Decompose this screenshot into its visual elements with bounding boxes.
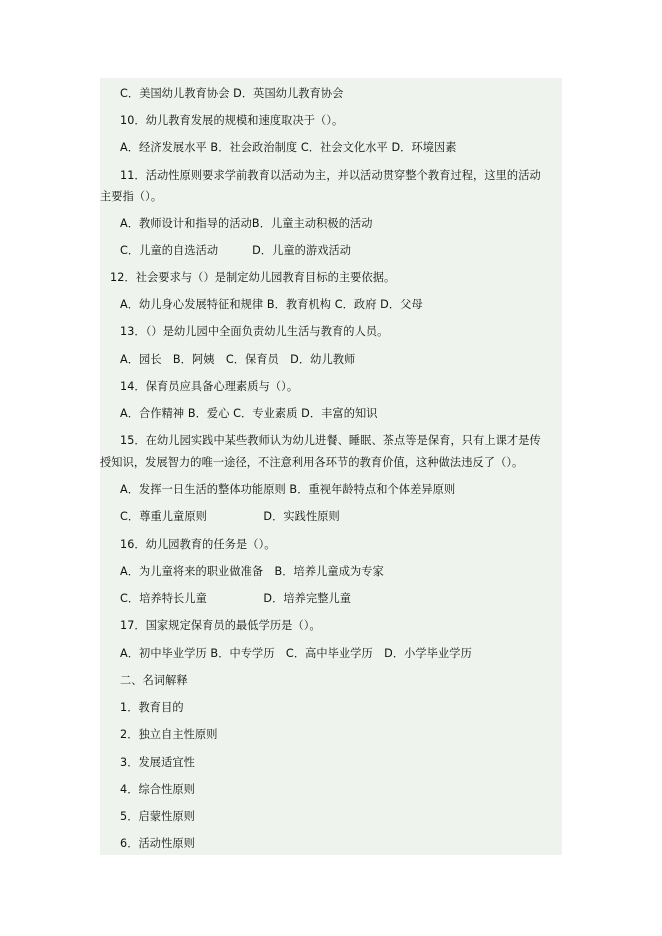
term-item: 3．发展适宜性 [120,756,195,769]
section-heading: 二、名词解释 [120,674,188,687]
question-line: 16．幼儿园教育的任务是（）。 [120,538,276,551]
option-line: A．发挥一日生活的整体功能原则 B．重视年龄特点和个体差异原则 [120,483,456,496]
option-line: A．幼儿身心发展特征和规律 B．教育机构 C．政府 D．父母 [120,298,423,311]
option-line: C．培养特长儿童 D．培养完整儿童 [120,592,352,605]
term-item: 5．启蒙性原则 [120,810,195,823]
option-line: A．为儿童将来的职业做准备 B．培养儿童成为专家 [120,565,384,578]
option-line: A．教师设计和指导的活动B．儿童主动积极的活动 [120,217,373,230]
option-line: A．合作精神 B．爱心 C．专业素质 D．丰富的知识 [120,407,378,420]
option-line: A．经济发展水平 B．社会政治制度 C．社会文化水平 D．环境因素 [120,141,457,154]
option-line: A．初中毕业学历 B．中专学历 C．高中毕业学历 D．小学毕业学历 [120,647,472,660]
question-line-continued: 授知识，发展智力的唯一途径，不注意利用各环节的教育价值，这种做法违反了（）。 [100,456,524,469]
term-item: 2．独立自主性原则 [120,728,218,741]
question-line-continued: 主要指（）。 [100,190,163,203]
option-line: C．尊重儿童原则 D．实践性原则 [120,510,340,523]
document-content-panel [100,78,562,855]
question-line: 14．保育员应具备心理素质与（）。 [120,380,299,393]
option-line: C．儿童的自选活动 D．儿童的游戏活动 [120,244,352,257]
term-item: 1．教育目的 [120,701,184,714]
option-line: C．美国幼儿教育协会 D．英国幼儿教育协会 [120,87,344,100]
term-item: 4．综合性原则 [120,783,195,796]
option-line: A．园长 B．阿姨 C．保育员 D．幼儿教师 [120,353,356,366]
question-line: 10．幼儿教育发展的规模和速度取决于（）。 [120,114,344,127]
question-line: 15．在幼儿园实践中某些教师认为幼儿进餐、睡眠、茶点等是保育，只有上课才是传 [120,434,541,447]
question-line: 13．（）是幼儿园中全面负责幼儿生活与教育的人员。 [120,325,389,338]
term-item: 6．活动性原则 [120,837,195,850]
question-line: 17．国家规定保育员的最低学历是（）。 [120,619,321,632]
question-line: 11．活动性原则要求学前教育以活动为主，并以活动贯穿整个教育过程，这里的活动 [120,169,541,182]
question-line: 12．社会要求与（）是制定幼儿园教育目标的主要依据。 [110,271,396,284]
